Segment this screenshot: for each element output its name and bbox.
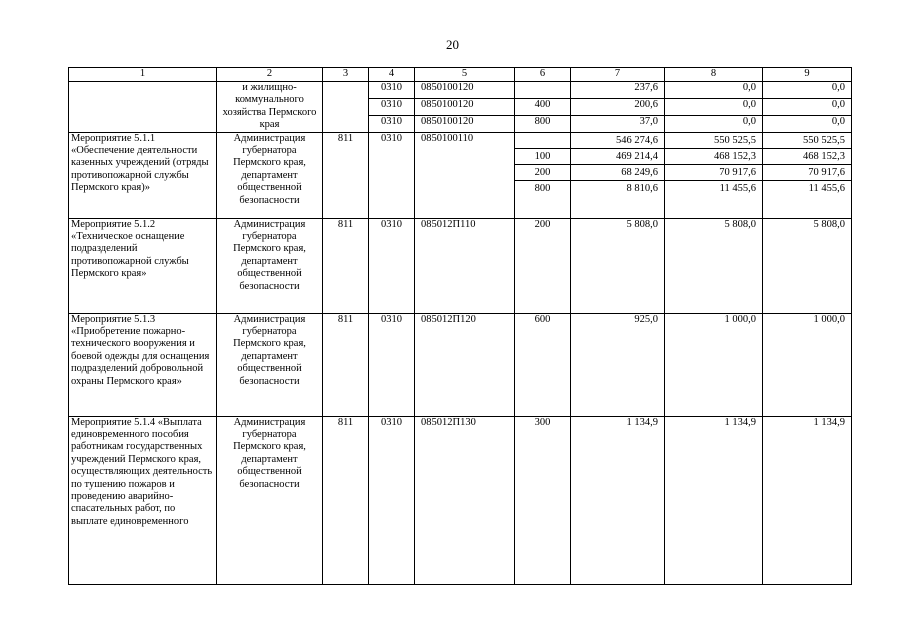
target-article-cell: 085012П110 — [415, 218, 515, 313]
amount-cell: 1 000,0 — [763, 313, 852, 416]
amount-cell — [763, 132, 852, 218]
amount-value: 70 917,6 — [665, 165, 762, 181]
amount-cell: 0,0 — [665, 82, 763, 99]
event-name-cell: Мероприятие 5.1.2 «Техническое оснащение подразделений противопожарной службы Пермского края» — [69, 218, 217, 313]
header-cell: 7 — [571, 68, 665, 82]
amount-cell: 237,6 — [571, 82, 665, 99]
amount-cell: 0,0 — [763, 115, 852, 132]
header-cell: 1 — [69, 68, 217, 82]
expense-type-cell: 200 — [515, 218, 571, 313]
amount-cell: 0,0 — [763, 98, 852, 115]
header-cell: 8 — [665, 68, 763, 82]
expense-type-value: 800 — [534, 182, 551, 194]
expense-type-value: 100 — [515, 149, 570, 165]
table-row — [69, 82, 852, 99]
amount-value: 11 455,6 — [808, 182, 845, 194]
executor-cell: Администрация губернатора Пермского края, департамент общественной безопасности — [217, 218, 323, 313]
amount-value: 469 214,4 — [571, 149, 664, 165]
amount-value: 70 917,6 — [763, 165, 851, 181]
amount-cell: 0,0 — [763, 82, 852, 99]
table-row — [69, 416, 852, 584]
header-row — [69, 68, 852, 82]
amount-value: 68 249,6 — [571, 165, 664, 181]
amount-value: 468 152,3 — [763, 149, 851, 165]
code-grbs-cell: 811 — [323, 416, 369, 584]
event-name-cell — [69, 82, 217, 133]
amount-cell — [665, 132, 763, 218]
expense-type-cell — [515, 82, 571, 99]
amount-value: 546 274,6 — [571, 133, 664, 149]
amount-cell — [571, 132, 665, 218]
amount-value: 8 810,6 — [626, 182, 658, 194]
executor-cell: Администрация губернатора Пермского края, департамент общественной безопасности — [217, 132, 323, 218]
code-grbs-cell: 811 — [323, 218, 369, 313]
amount-cell: 37,0 — [571, 115, 665, 132]
executor-cell: и жилищно-коммунального хозяйства Пермского края — [217, 82, 323, 133]
header-cell: 6 — [515, 68, 571, 82]
section-code-cell: 0310 — [369, 115, 415, 132]
amount-cell: 5 808,0 — [571, 218, 665, 313]
header-cell: 2 — [217, 68, 323, 82]
amount-cell: 5 808,0 — [665, 218, 763, 313]
amount-cell: 1 134,9 — [763, 416, 852, 584]
event-name-cell: Мероприятие 5.1.3 «Приобретение пожарно-технического вооружения и боевой одежды для оснащения подразделений добровольной охраны Пермского края» — [69, 313, 217, 416]
amount-cell: 0,0 — [665, 98, 763, 115]
code-grbs-cell: 811 — [323, 132, 369, 218]
target-article-cell: 0850100110 — [415, 132, 515, 218]
target-article-cell: 085012П120 — [415, 313, 515, 416]
section-code-cell: 0310 — [369, 218, 415, 313]
amount-cell: 5 808,0 — [763, 218, 852, 313]
amount-cell: 1 000,0 — [665, 313, 763, 416]
header-cell: 5 — [415, 68, 515, 82]
amount-cell: 1 134,9 — [571, 416, 665, 584]
expense-type-cell: 400 — [515, 98, 571, 115]
header-cell: 4 — [369, 68, 415, 82]
section-code-cell: 0310 — [369, 132, 415, 218]
expense-type-cell: 800 — [515, 115, 571, 132]
budget-table — [68, 67, 852, 585]
expense-type-cell: 600 — [515, 313, 571, 416]
header-cell: 9 — [763, 68, 852, 82]
expense-type-cell: 300 — [515, 416, 571, 584]
section-code-cell: 0310 — [369, 313, 415, 416]
table-row — [69, 132, 852, 218]
section-code-cell: 0310 — [369, 416, 415, 584]
executor-cell: Администрация губернатора Пермского края, департамент общественной безопасности — [217, 416, 323, 584]
amount-cell: 925,0 — [571, 313, 665, 416]
amount-value: 550 525,5 — [665, 133, 762, 149]
section-code-cell: 0310 — [369, 82, 415, 99]
target-article-cell: 0850100120 — [415, 98, 515, 115]
target-article-cell: 0850100120 — [415, 115, 515, 132]
event-name-cell: Мероприятие 5.1.4 «Выплата единовременного пособия работникам государственных учреждений Пермского края, осуществляющих деятельность по тушению пожаров и проведению аварийно-спасательных работ, по выплате единовременного — [69, 416, 217, 584]
code-grbs-cell: 811 — [323, 313, 369, 416]
header-cell: 3 — [323, 68, 369, 82]
amount-value: 468 152,3 — [665, 149, 762, 165]
table-row — [69, 313, 852, 416]
amount-cell: 1 134,9 — [665, 416, 763, 584]
page-number: 20 — [446, 37, 459, 52]
table-row — [69, 218, 852, 313]
expense-type-value: 200 — [515, 165, 570, 181]
amount-value: 550 525,5 — [763, 133, 851, 149]
amount-cell: 0,0 — [665, 115, 763, 132]
expense-type-value — [515, 133, 570, 149]
target-article-cell: 085012П130 — [415, 416, 515, 584]
amount-cell: 200,6 — [571, 98, 665, 115]
executor-cell: Администрация губернатора Пермского края, департамент общественной безопасности — [217, 313, 323, 416]
event-name-cell: Мероприятие 5.1.1 «Обеспечение деятельности казенных учреждений (отряды противопожарной службы Пермского края)» — [69, 132, 217, 218]
section-code-cell: 0310 — [369, 98, 415, 115]
code-grbs-cell — [323, 82, 369, 133]
target-article-cell: 0850100120 — [415, 82, 515, 99]
amount-value: 11 455,6 — [719, 182, 756, 194]
expense-type-cell — [515, 132, 571, 218]
